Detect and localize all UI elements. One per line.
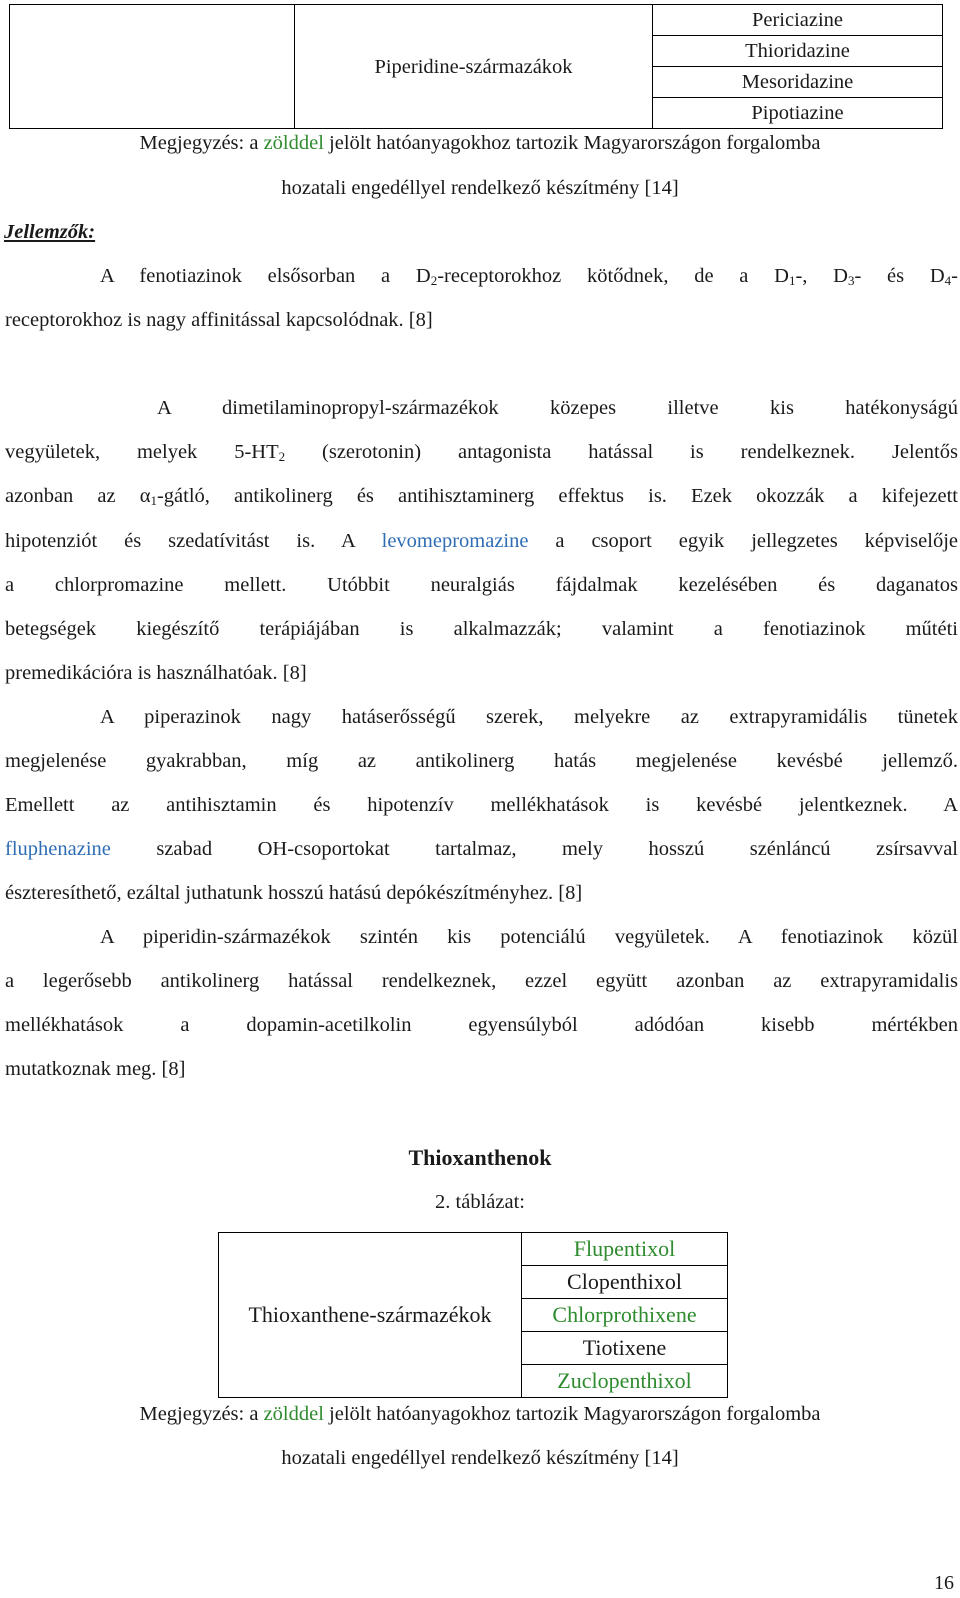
- table2-drug-cell: Chlorprothixene: [522, 1299, 728, 1332]
- para1-line2: receptorokhoz is nagy affinitással kapcsolódnak. [8]: [5, 309, 433, 331]
- para4-line2: a legerősebb antikolinerg hatással rendelkeznek, ezzel együtt azonban az extrapyramidalis: [5, 970, 958, 992]
- para4-line1: A piperidin-származékok szintén kis potenciálú vegyületek. A fenotiazinok közül: [100, 926, 958, 948]
- note-green-word: zölddel: [263, 1403, 324, 1425]
- thioxanthene-heading: Thioxanthenok: [408, 1145, 552, 1170]
- table2-note-line2: hozatali engedéllyel rendelkező készítmény [14]: [281, 1447, 679, 1469]
- table1-group-label: Piperidine-származákok: [295, 5, 653, 129]
- table1-drug-cell: Periciazine: [653, 5, 943, 36]
- table1-drug-cell: Pipotiazine: [653, 98, 943, 129]
- para1-line1: A fenotiazinok elsősorban a $D_2$-receptorokhoz kötődnek, de a $D_1-$, $D_3-$ és $D_4-$: [100, 265, 958, 288]
- table1-note-line2: hozatali engedéllyel rendelkező készítmény [14]: [281, 177, 679, 199]
- table2-note-line1: [0, 1402, 960, 1426]
- table2-group-label: Thioxanthene-származékok: [219, 1233, 522, 1398]
- table1-note-line1: [0, 131, 960, 155]
- page-number: 16: [934, 1572, 954, 1594]
- para3-line2: megjelenése gyakrabban, míg az antikolinerg hatás megjelenése kevésbé jellemző.: [5, 750, 958, 772]
- para3-line5: észteresíthető, ezáltal juthatunk hosszú hatású depókészítményhez. [8]: [5, 882, 583, 904]
- thioxanthene-table: [218, 1232, 728, 1398]
- link-fluphenazine: fluphenazine: [5, 838, 111, 860]
- note-text: Megjegyzés: a: [139, 1403, 264, 1425]
- note-text: Megjegyzés: a: [139, 132, 264, 154]
- para4-line3: mellékhatások a dopamin-acetilkolin egyensúlyból adódóan kisebb mértékben: [5, 1014, 958, 1036]
- phenothiazine-table-fragment: [9, 4, 943, 129]
- para2-line6: betegségek kiegészítő terápiájában is alkalmazzák; valamint a fenotiazinok műtéti: [5, 618, 958, 640]
- para3-line4: fluphenazine szabad OH-csoportokat tartalmaz, mely hosszú szénláncú zsírsavval: [5, 838, 958, 860]
- table1-drug-cell: Mesoridazine: [653, 67, 943, 98]
- note-text: jelölt hatóanyagokhoz tartozik Magyarországon forgalomba: [323, 132, 821, 154]
- section-heading-jellemzok: Jellemzők:: [4, 221, 96, 243]
- para2-line7: premedikációra is használhatóak. [8]: [5, 662, 307, 684]
- note-green-word: zölddel: [263, 132, 324, 154]
- table2-drug-cell: Clopenthixol: [522, 1266, 728, 1299]
- para2-line1: A dimetilaminopropyl-származékok közepes illetve kis hatékonyságú: [157, 397, 958, 419]
- link-levomepromazine: levomepromazine: [381, 530, 529, 552]
- table2-drug-cell: Zuclopenthixol: [522, 1365, 728, 1398]
- table2-caption: 2. táblázat:: [435, 1191, 525, 1213]
- para3-line3: Emellett az antihisztamin és hipotenzív mellékhatások is kevésbé jelentkeznek. A: [5, 794, 958, 816]
- para2-line5: a chlorpromazine mellett. Utóbbit neuralgiás fájdalmak kezelésében és daganatos: [5, 574, 958, 596]
- para3-line1: A piperazinok nagy hatáserősségű szerek, melyekre az extrapyramidális tünetek: [100, 706, 958, 728]
- para2-line3: azonban az $\alpha_1$-gátló, antikolinerg és antihisztaminerg effektus is. Ezek okozzák a kifejezett: [5, 485, 958, 508]
- table2-drug-cell: Tiotixene: [522, 1332, 728, 1365]
- note-text: jelölt hatóanyagokhoz tartozik Magyarországon forgalomba: [323, 1403, 821, 1425]
- para2-line4: hipotenziót és szedatívitást is. A levomepromazine a csoport egyik jellegzetes képviselője: [5, 530, 958, 552]
- para2-line2: vegyületek, melyek $5-HT_2$ (szerotonin) antagonista hatással is rendelkeznek. Jelentős: [5, 441, 958, 464]
- para4-line4: mutatkoznak meg. [8]: [5, 1058, 186, 1080]
- table1-empty-cell: [10, 5, 295, 129]
- table1-drug-cell: Thioridazine: [653, 36, 943, 67]
- table2-drug-cell: Flupentixol: [522, 1233, 728, 1266]
